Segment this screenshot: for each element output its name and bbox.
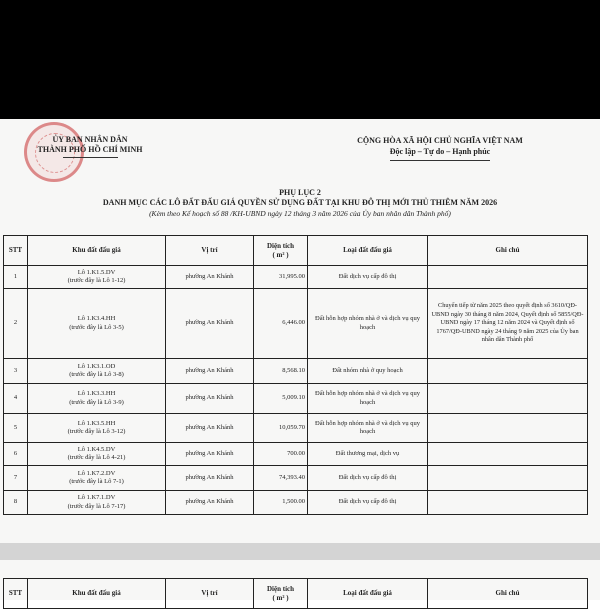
cell-location: phường An Khánh (166, 466, 254, 491)
cell-land-type: Đất dịch vụ cấp đô thị (308, 266, 428, 289)
cell-area: 31,995.00 (254, 266, 308, 289)
issuing-authority (30, 135, 150, 158)
lot-previous: (trước đây là Lô 3-5) (69, 323, 124, 331)
motto: Độc lập – Tự do – Hạnh phúc (389, 147, 491, 156)
area-unit: ( m² ) (272, 250, 289, 259)
cell-note (428, 443, 588, 466)
lot-previous: (trước đây là Lô 1-12) (67, 277, 126, 284)
cell-location: phường An Khánh (166, 359, 254, 384)
cell-location: phường An Khánh (166, 414, 254, 443)
cell-location: phường An Khánh (166, 491, 254, 515)
cell-stt: 6 (4, 443, 28, 466)
land-lot-table (3, 235, 588, 515)
lot-previous: (trước đây là Lô 3-9) (69, 398, 124, 406)
cell-area: 74,393.40 (254, 466, 308, 491)
cell-land-type: Đất nhóm nhà ở quy hoạch (308, 359, 428, 384)
col-ghichu: Ghi chú (428, 236, 588, 266)
cell-area: 10,059.70 (254, 414, 308, 443)
lot-code: Lô 1.K3.1.OD (77, 362, 116, 370)
lot-code: Lô 1.K7.2.DV (77, 469, 116, 477)
table-row (4, 414, 588, 443)
lot-previous: (trước đây là Lô 7-17) (67, 502, 126, 510)
cell-lot (28, 359, 166, 384)
col-loai: Loại đất đấu giá (308, 236, 428, 266)
subtitle: (Kèm theo Kế hoạch số 88 /KH-UBND ngày 12 tháng 3 năm 2026 của Ủy ban nhân dân Thành phố) (149, 209, 451, 218)
cell-stt: 7 (4, 466, 28, 491)
cell-location: phường An Khánh (166, 289, 254, 359)
cell-stt: 5 (4, 414, 28, 443)
lot-previous: (trước đây là Lô 4-21) (67, 454, 126, 461)
cell-land-type: Đất hỗn hợp nhóm nhà ở và dịch vụ quy hoạch (308, 414, 428, 443)
cell-note (428, 359, 588, 384)
lot-code: Lô 1.K3.5.HH (77, 419, 116, 427)
table-row (4, 359, 588, 384)
nation-name: CỘNG HÒA XÃ HỘI CHỦ NGHĨA VIỆT NAM (357, 136, 523, 145)
appendix-label: PHỤ LỤC 2 (279, 188, 321, 197)
table-header-row (4, 236, 588, 266)
col-vitri: Vị trí (166, 579, 254, 609)
table-row (4, 384, 588, 414)
table-row (4, 443, 588, 466)
cell-stt: 3 (4, 359, 28, 384)
cell-stt: 1 (4, 266, 28, 289)
cell-area: 8,568.10 (254, 359, 308, 384)
black-top-area (0, 0, 600, 119)
cell-note (428, 384, 588, 414)
lot-previous: (trước đây là Lô 7-1) (69, 478, 124, 485)
cell-area: 700.00 (254, 443, 308, 466)
lot-previous: (trước đây là Lô 3-12) (67, 428, 126, 435)
cell-lot (28, 443, 166, 466)
cell-land-type: Đất thương mại, dịch vụ (308, 443, 428, 466)
cell-lot (28, 384, 166, 414)
col-vitri: Vị trí (166, 236, 254, 266)
lot-code: Lô 1.K4.5.DV (77, 445, 116, 453)
cell-note (428, 266, 588, 289)
cell-lot (28, 414, 166, 443)
cell-location: phường An Khánh (166, 266, 254, 289)
col-khu: Khu đất đấu giá (28, 579, 166, 609)
cell-note (428, 466, 588, 491)
lot-code: Lô 1.K1.5.DV (77, 268, 116, 276)
cell-area: 1,500.00 (254, 491, 308, 515)
cell-land-type: Đất hỗn hợp nhóm nhà ở và dịch vụ quy hoạch (308, 384, 428, 414)
col-dientich (254, 579, 308, 609)
cell-lot (28, 466, 166, 491)
area-label: Diện tích (266, 242, 295, 250)
cell-note: Chuyển tiếp từ năm 2025 theo quyết định số 3610/QĐ-UBND ngày 30 tháng 8 năm 2024, Quyết định số 5855/QĐ-UBND ngày 17 tháng 12 năm 2024 và Quyết định số 1767/QĐ-UBND ngày 24 tháng 9 năm 2025 của Ủy ban nhân dân Thành phố (428, 289, 588, 359)
lot-code: Lô 1.K3.3.HH (77, 390, 116, 397)
cell-location: phường An Khánh (166, 384, 254, 414)
area-label: Diện tích (266, 585, 295, 593)
lot-code: Lô 1.K3.4.HH (77, 315, 116, 322)
cell-lot (28, 289, 166, 359)
national-heading (300, 135, 580, 161)
cell-lot (28, 266, 166, 289)
cell-note (428, 491, 588, 515)
table-row (4, 266, 588, 289)
cell-land-type: Đất dịch vụ cấp đô thị (308, 466, 428, 491)
cell-area: 6,446.00 (254, 289, 308, 359)
lot-previous: (trước đây là Lô 3-8) (69, 371, 124, 378)
cell-stt: 8 (4, 491, 28, 515)
col-khu: Khu đất đấu giá (28, 236, 166, 266)
cell-area: 5,009.10 (254, 384, 308, 414)
org-line1: ỦY BAN NHÂN DÂN (52, 135, 128, 144)
table-header-row (4, 579, 588, 609)
main-title: DANH MỤC CÁC LÔ ĐẤT ĐẤU GIÁ QUYỀN SỬ DỤNG ĐẤT TẠI KHU ĐÔ THỊ MỚI THỦ THIÊM NĂM 2026 (102, 198, 498, 207)
col-stt: STT (4, 236, 28, 266)
col-loai: Loại đất đấu giá (308, 579, 428, 609)
table-row (4, 466, 588, 491)
page-separator (0, 543, 600, 560)
col-dientich (254, 236, 308, 266)
area-unit: ( m² ) (272, 593, 289, 602)
cell-stt: 2 (4, 289, 28, 359)
col-stt: STT (4, 579, 28, 609)
divider (63, 157, 118, 158)
table-row (4, 289, 588, 359)
lot-code: Lô 1.K7.1.DV (77, 494, 116, 501)
cell-note (428, 414, 588, 443)
cell-stt: 4 (4, 384, 28, 414)
table-row (4, 491, 588, 515)
cell-land-type: Đất hỗn hợp nhóm nhà ở và dịch vụ quy hoạch (308, 289, 428, 359)
land-lot-table-next-page (3, 578, 588, 609)
document-title (0, 188, 600, 208)
col-ghichu: Ghi chú (428, 579, 588, 609)
divider (390, 160, 490, 161)
cell-lot (28, 491, 166, 515)
cell-location: phường An Khánh (166, 443, 254, 466)
cell-land-type: Đất dịch vụ cấp đô thị (308, 491, 428, 515)
org-line2: THÀNH PHỐ HỒ CHÍ MINH (37, 145, 143, 154)
